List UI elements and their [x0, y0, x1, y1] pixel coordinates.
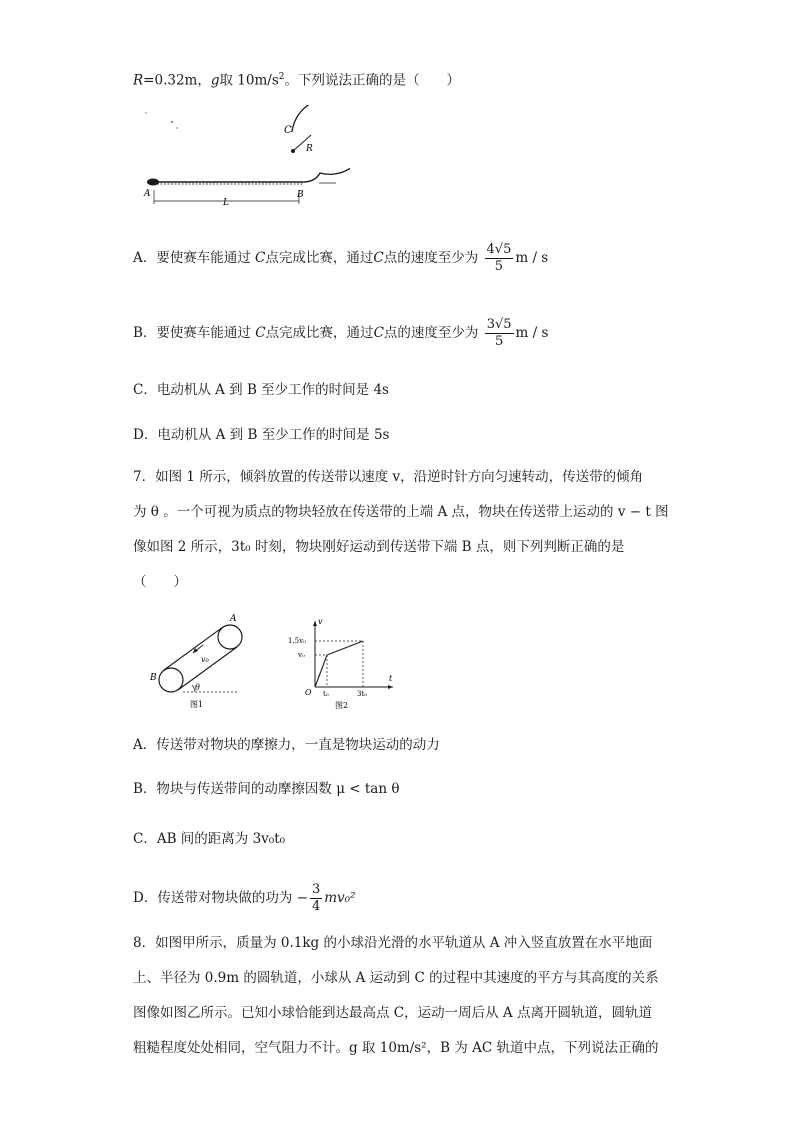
option-a-prefix: A．要使赛车能通过: [133, 250, 251, 266]
q7-figure-1: [145, 612, 250, 710]
q6-option-a: [133, 242, 548, 275]
option-b-prefix: B．要使赛车能通过: [133, 325, 251, 341]
label-b: B: [150, 673, 157, 683]
q6-track-figure: [140, 105, 350, 210]
label-r: R: [306, 144, 313, 154]
option-d-prefix: D．传送带对物块做的功为 −: [133, 890, 308, 906]
caption-fig1: 图1: [190, 700, 204, 709]
label-a: A: [230, 614, 237, 624]
option-b-mid: 点完成比赛，通过: [265, 325, 374, 341]
exponent: 2: [278, 72, 285, 82]
q6-option-c: C．电动机从 A 到 B 至少工作的时间是 4s: [133, 382, 389, 398]
q8-stem-line1: 8．如图甲所示，质量为 0.1kg 的小球沿光滑的水平轨道从 A 冲入竖直放置在水平地面: [133, 935, 653, 951]
q8-stem-line2: 上、半径为 0.9m 的圆轨道，小球从 A 运动到 C 的过程中其速度的平方与其高度的关系: [133, 970, 659, 986]
q6-option-b: [133, 317, 548, 350]
denominator: 5: [494, 334, 504, 349]
denominator: 4: [311, 899, 321, 914]
q7-stem-line2: 为 θ 。一个可视为质点的物块轻放在传送带的上端 A 点，物块在传送带上运动的 v − t 图: [133, 504, 669, 520]
x-tick-1: t₀: [323, 690, 329, 698]
q7-stem-line4: （ ）: [133, 574, 187, 590]
label-v0: v₀: [201, 655, 209, 664]
q7-option-a: A．传送带对物块的摩擦力，一直是物块运动的动力: [133, 737, 440, 753]
q7-option-c: C．AB 间的距离为 3v₀t₀: [133, 831, 286, 847]
q7-stem-line1: 7．如图 1 所示，倾斜放置的传送带以速度 v，沿逆时针方向匀速转动，传送带的倾角: [133, 469, 644, 485]
label-a: A: [144, 189, 151, 199]
origin-o: O: [305, 688, 312, 697]
fraction-3sqrt5-over-5: [485, 317, 514, 350]
caption-fig2: 图2: [335, 701, 349, 710]
numerator: 3: [311, 882, 321, 897]
symbol-g: g: [210, 72, 220, 89]
label-c: C: [284, 125, 292, 136]
option-a-mid: 点完成比赛，通过: [265, 250, 374, 266]
denominator: 5: [494, 259, 504, 274]
gravity-value: 取 10m/s: [219, 72, 279, 89]
point-c: C: [373, 250, 384, 266]
point-c: C: [255, 250, 266, 266]
q6-stem: [133, 67, 460, 91]
option-a-mid2: 点的速度至少为: [383, 250, 479, 266]
symbol-r: R: [133, 72, 144, 89]
radius-value: =0.32m，: [143, 72, 211, 89]
q7-figure-2: [285, 615, 400, 710]
x-tick-2: 3t₀: [357, 690, 368, 698]
option-b-mid2: 点的速度至少为: [383, 325, 479, 341]
stem-question: 。下列说法正确的是（ ）: [284, 72, 460, 89]
q7-option-b: B．物块与传送带间的动摩擦因数 μ < tan θ: [133, 781, 400, 797]
label-theta: θ: [195, 683, 200, 692]
q6-option-d: D．电动机从 A 到 B 至少工作的时间是 5s: [133, 427, 390, 443]
y-tick-low: v₀: [298, 651, 305, 659]
numerator: 4√5: [486, 242, 512, 257]
q7-stem-line3: 像如图 2 所示，3t₀ 时刻，物块刚好运动到传送带下端 B 点，则下列判断正确的是: [133, 539, 625, 555]
point-c: C: [373, 325, 384, 341]
fraction-4sqrt5-over-5: [485, 242, 514, 275]
unit: m / s: [515, 250, 549, 266]
q7-option-d: [133, 882, 355, 915]
y-tick-high: 1.5v₀: [288, 637, 306, 645]
numerator: 3√5: [486, 317, 512, 332]
point-c: C: [255, 325, 266, 341]
axis-t: t: [389, 674, 393, 683]
label-l: L: [223, 198, 229, 208]
axis-v: v: [318, 617, 323, 626]
q8-stem-line4: 粗糙程度处处相同，空气阻力不计。g 取 10m/s²，B 为 AC 轨道中点，下列说法正确的: [133, 1040, 659, 1056]
q8-stem-line3: 图像如图乙所示。已知小球恰能到达最高点 C，运动一周后从 A 点离开圆轨道，圆轨道: [133, 1005, 652, 1021]
fraction-3-over-4: [310, 882, 322, 915]
label-b: B: [297, 190, 304, 200]
option-d-suffix: mv₀²: [324, 890, 356, 906]
unit: m / s: [515, 325, 549, 341]
